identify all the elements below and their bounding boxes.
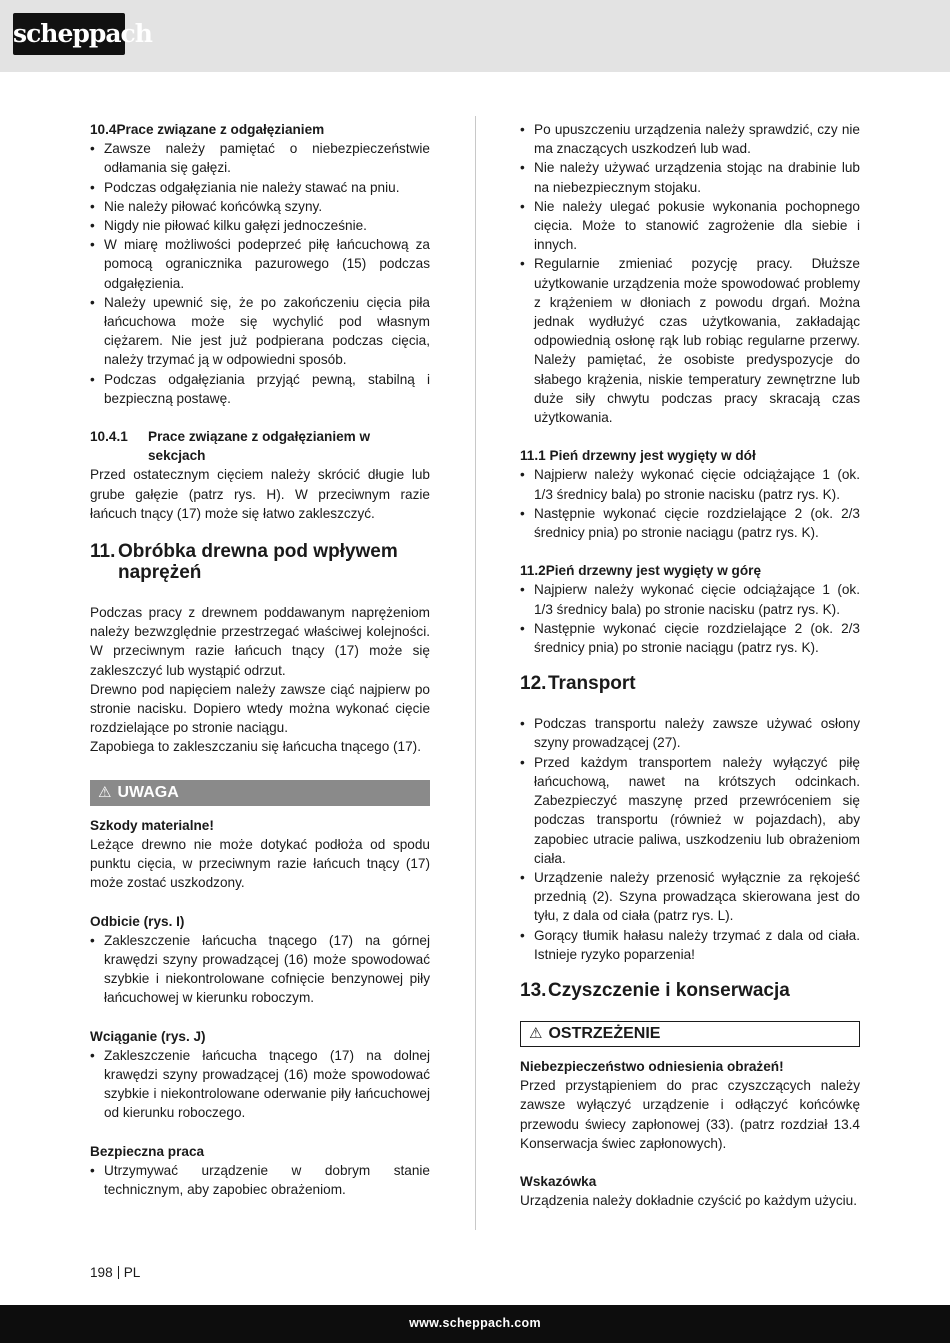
header-bar: [0, 0, 950, 72]
list-item: • Należy upewnić się, że po zakończeniu cięcia piła łańcuchowa może się wychylić pod własnym ciężarem. Nie jest już podpierana podczas cięcia, należy trzymać ją w odpowiedni sposób.: [90, 293, 430, 370]
bezpieczna-heading: Bezpieczna praca: [90, 1143, 205, 1159]
section-11-1-heading: 11.1 Pień drzewny jest wygięty w dół: [520, 448, 756, 464]
wciaganie-heading: Wciąganie (rys. J): [90, 1028, 206, 1044]
left-column: [90, 120, 430, 1199]
list-item: • Nigdy nie piłować kilku gałęzi jednocześnie.: [90, 216, 430, 235]
warning-triangle-icon: ⚠: [98, 783, 112, 801]
list-item: • Zawsze należy pamiętać o niebezpieczeństwie odłamania się gałęzi.: [90, 139, 430, 177]
list-item: • Regularnie zmieniać pozycję pracy. Dłuższe użytkowanie urządzenia może spowodować problemy z krążeniem w dłoniach z powodu drgań. Można jednak wydłużyć czas użytkowania, zakładając odpowiednią osłonę rąk lub robiąc regularne przerwy. Należy pamiętać, że osobiste predyspozycje do słabego krążenia, niskie temperatury zewnętrzne lub duże siły chwytu podczas pracy skracają czas użytkowania.: [520, 254, 860, 427]
list-item: • Zakleszczenie łańcucha tnącego (17) na dolnej krawędzi szyny prowadzącej (16) może spowodować szybkie i niekontrolowane oderwanie piły łańcuchowej od kierunku roboczego.: [90, 1046, 430, 1123]
brand-logo: scheppach: [13, 13, 125, 55]
list-item: • Najpierw należy wykonać cięcie odciążające 1 (ok. 1/3 średnicy bala) po stronie nacisku (patrz rys. K).: [520, 465, 860, 503]
list-item: • Nie należy piłować końcówką szyny.: [90, 197, 430, 216]
list-item: • Po upuszczeniu urządzenia należy sprawdzić, czy nie ma znaczących uszkodzeń lub wad.: [520, 120, 860, 158]
odbicie-heading: Odbicie (rys. I): [90, 913, 185, 929]
wciaganie-list: [90, 1046, 430, 1123]
footer-bar: [0, 1305, 950, 1343]
column-divider: [475, 116, 476, 1230]
ostrzezenie-text: Przed przystąpieniem do prac czyszczących należy zawsze wyłączyć urządzenie i odłączyć końcówkę przewodu świecy zapłonowej (33). (patrz rozdział 13.4 Konserwacja świec zapłonowych).: [520, 1078, 860, 1151]
section-10-4-1-text: Przed ostatecznym cięciem należy skrócić długie lub grube gałęzie (patrz rys. H). W przeciwnym razie łańcuch tnący (17) może się łatwo zakleszczyć.: [90, 467, 430, 521]
section-10-4-1-heading: 10.4.1 Prace związane z odgałęzianiem w sekcjach: [90, 429, 371, 464]
uwaga-text: Leżące drewno nie może dotykać podłoża od spodu punktu cięcia, w przeciwnym razie łańcuch tnący (17) może zostać uszkodzony.: [90, 836, 430, 891]
warning-triangle-icon: ⚠: [529, 1024, 543, 1042]
ostrzezenie-title: Niebezpieczeństwo odniesienia obrażeń!: [520, 1058, 784, 1074]
section-11-paragraph-3: Zapobiega to zakleszczaniu się łańcucha tnącego (17).: [90, 739, 421, 755]
section-12-list: [520, 714, 860, 964]
right-column: [520, 120, 860, 1210]
page-number: 198 PL: [90, 1265, 141, 1280]
section-11-2-list: [520, 580, 860, 657]
list-item: • W miarę możliwości podeprzeć piłę łańcuchową za pomocą ogranicznika pazurowego (15) podczas odgałęzienia.: [90, 235, 430, 293]
ostrzezenie-banner: ⚠ OSTRZEŻENIE: [520, 1021, 860, 1047]
list-item: • Następnie wykonać cięcie rozdzielające 2 (ok. 2/3 średnicy pnia) po stronie naciągu (patrz rys. K).: [520, 504, 860, 542]
list-item: • Utrzymywać urządzenie w dobrym stanie technicznym, aby zapobiec obrażeniom.: [90, 1161, 430, 1199]
uwaga-title: Szkody materialne!: [90, 817, 214, 833]
wskazowka-text: Urządzenia należy dokładnie czyścić po każdym użyciu.: [520, 1193, 857, 1209]
section-12-heading: 12. Transport: [520, 673, 636, 695]
section-11-2-heading: 11.2Pień drzewny jest wygięty w górę: [520, 563, 762, 579]
list-item: • Przed każdym transportem należy wyłączyć piłę łańcuchową, nawet na krótszych odcinkach. Zabezpieczyć maszynę przed przewróceniem się podczas transportu (również w pojazdach), aby zapobiec utracie paliwa, uszkodzeniu lub obrażeniom ciała.: [520, 753, 860, 868]
section-11-heading: 11. Obróbka drewna pod wpływem naprężeń: [90, 541, 398, 584]
list-item: • Zakleszczenie łańcucha tnącego (17) na górnej krawędzi szyny prowadzącej (16) może spowodować szybkie i niekontrolowane cofnięcie benzynowej piły łańcuchowej w kierunku roboczym.: [90, 931, 430, 1008]
list-item: • Nie należy ulegać pokusie wykonania pochopnego cięcia. Może to stanowić zagrożenie dla siebie i innych.: [520, 197, 860, 255]
list-item: • Gorący tłumik hałasu należy trzymać z dala od ciała. Istnieje ryzyko poparzenia!: [520, 926, 860, 964]
safety-list: [520, 120, 860, 427]
list-item: • Urządzenie należy przenosić wyłącznie za rękojeść przednią (2). Szyna prowadząca skierowana jest do tyłu, z dala od ciała (patrz rys. L).: [520, 868, 860, 926]
section-11-paragraph-2: Drewno pod napięciem należy zawsze ciąć najpierw po stronie nacisku. Dopiero wtedy można wykonać cięcie rozdzielające po stronie naciągu.: [90, 681, 430, 736]
section-10-4-list: [90, 139, 430, 408]
uwaga-banner: ⚠ UWAGA: [90, 780, 430, 806]
website-link[interactable]: www.scheppach.com: [409, 1316, 541, 1330]
section-11-paragraph-1: Podczas pracy z drewnem poddawanym naprężeniom należy bezwzględnie przestrzegać właściwej kolejności. W przeciwnym razie łańcuch tnący (17) może się zakleszczyć lub wystąpić odrzut.: [90, 605, 430, 678]
section-11-1-list: [520, 465, 860, 542]
section-13-heading: 13. Czyszczenie i konserwacja: [520, 979, 790, 1001]
section-10-4-heading: 10.4Prace związane z odgałęzianiem: [90, 122, 325, 137]
bezpieczna-list: [90, 1161, 430, 1199]
list-item: • Podczas odgałęziania przyjąć pewną, stabilną i bezpieczną postawę.: [90, 370, 430, 408]
odbicie-list: [90, 931, 430, 1008]
list-item: • Podczas transportu należy zawsze używać osłony szyny prowadzącej (27).: [520, 714, 860, 752]
list-item: • Następnie wykonać cięcie rozdzielające 2 (ok. 2/3 średnicy pnia) po stronie naciągu (patrz rys. K).: [520, 619, 860, 657]
list-item: • Najpierw należy wykonać cięcie odciążające 1 (ok. 1/3 średnicy bala) po stronie nacisku (patrz rys. K).: [520, 580, 860, 618]
list-item: • Podczas odgałęziania nie należy stawać na pniu.: [90, 178, 430, 197]
wskazowka-heading: Wskazówka: [520, 1173, 597, 1189]
list-item: • Nie należy używać urządzenia stojąc na drabinie lub na niebezpiecznym stojaku.: [520, 158, 860, 196]
